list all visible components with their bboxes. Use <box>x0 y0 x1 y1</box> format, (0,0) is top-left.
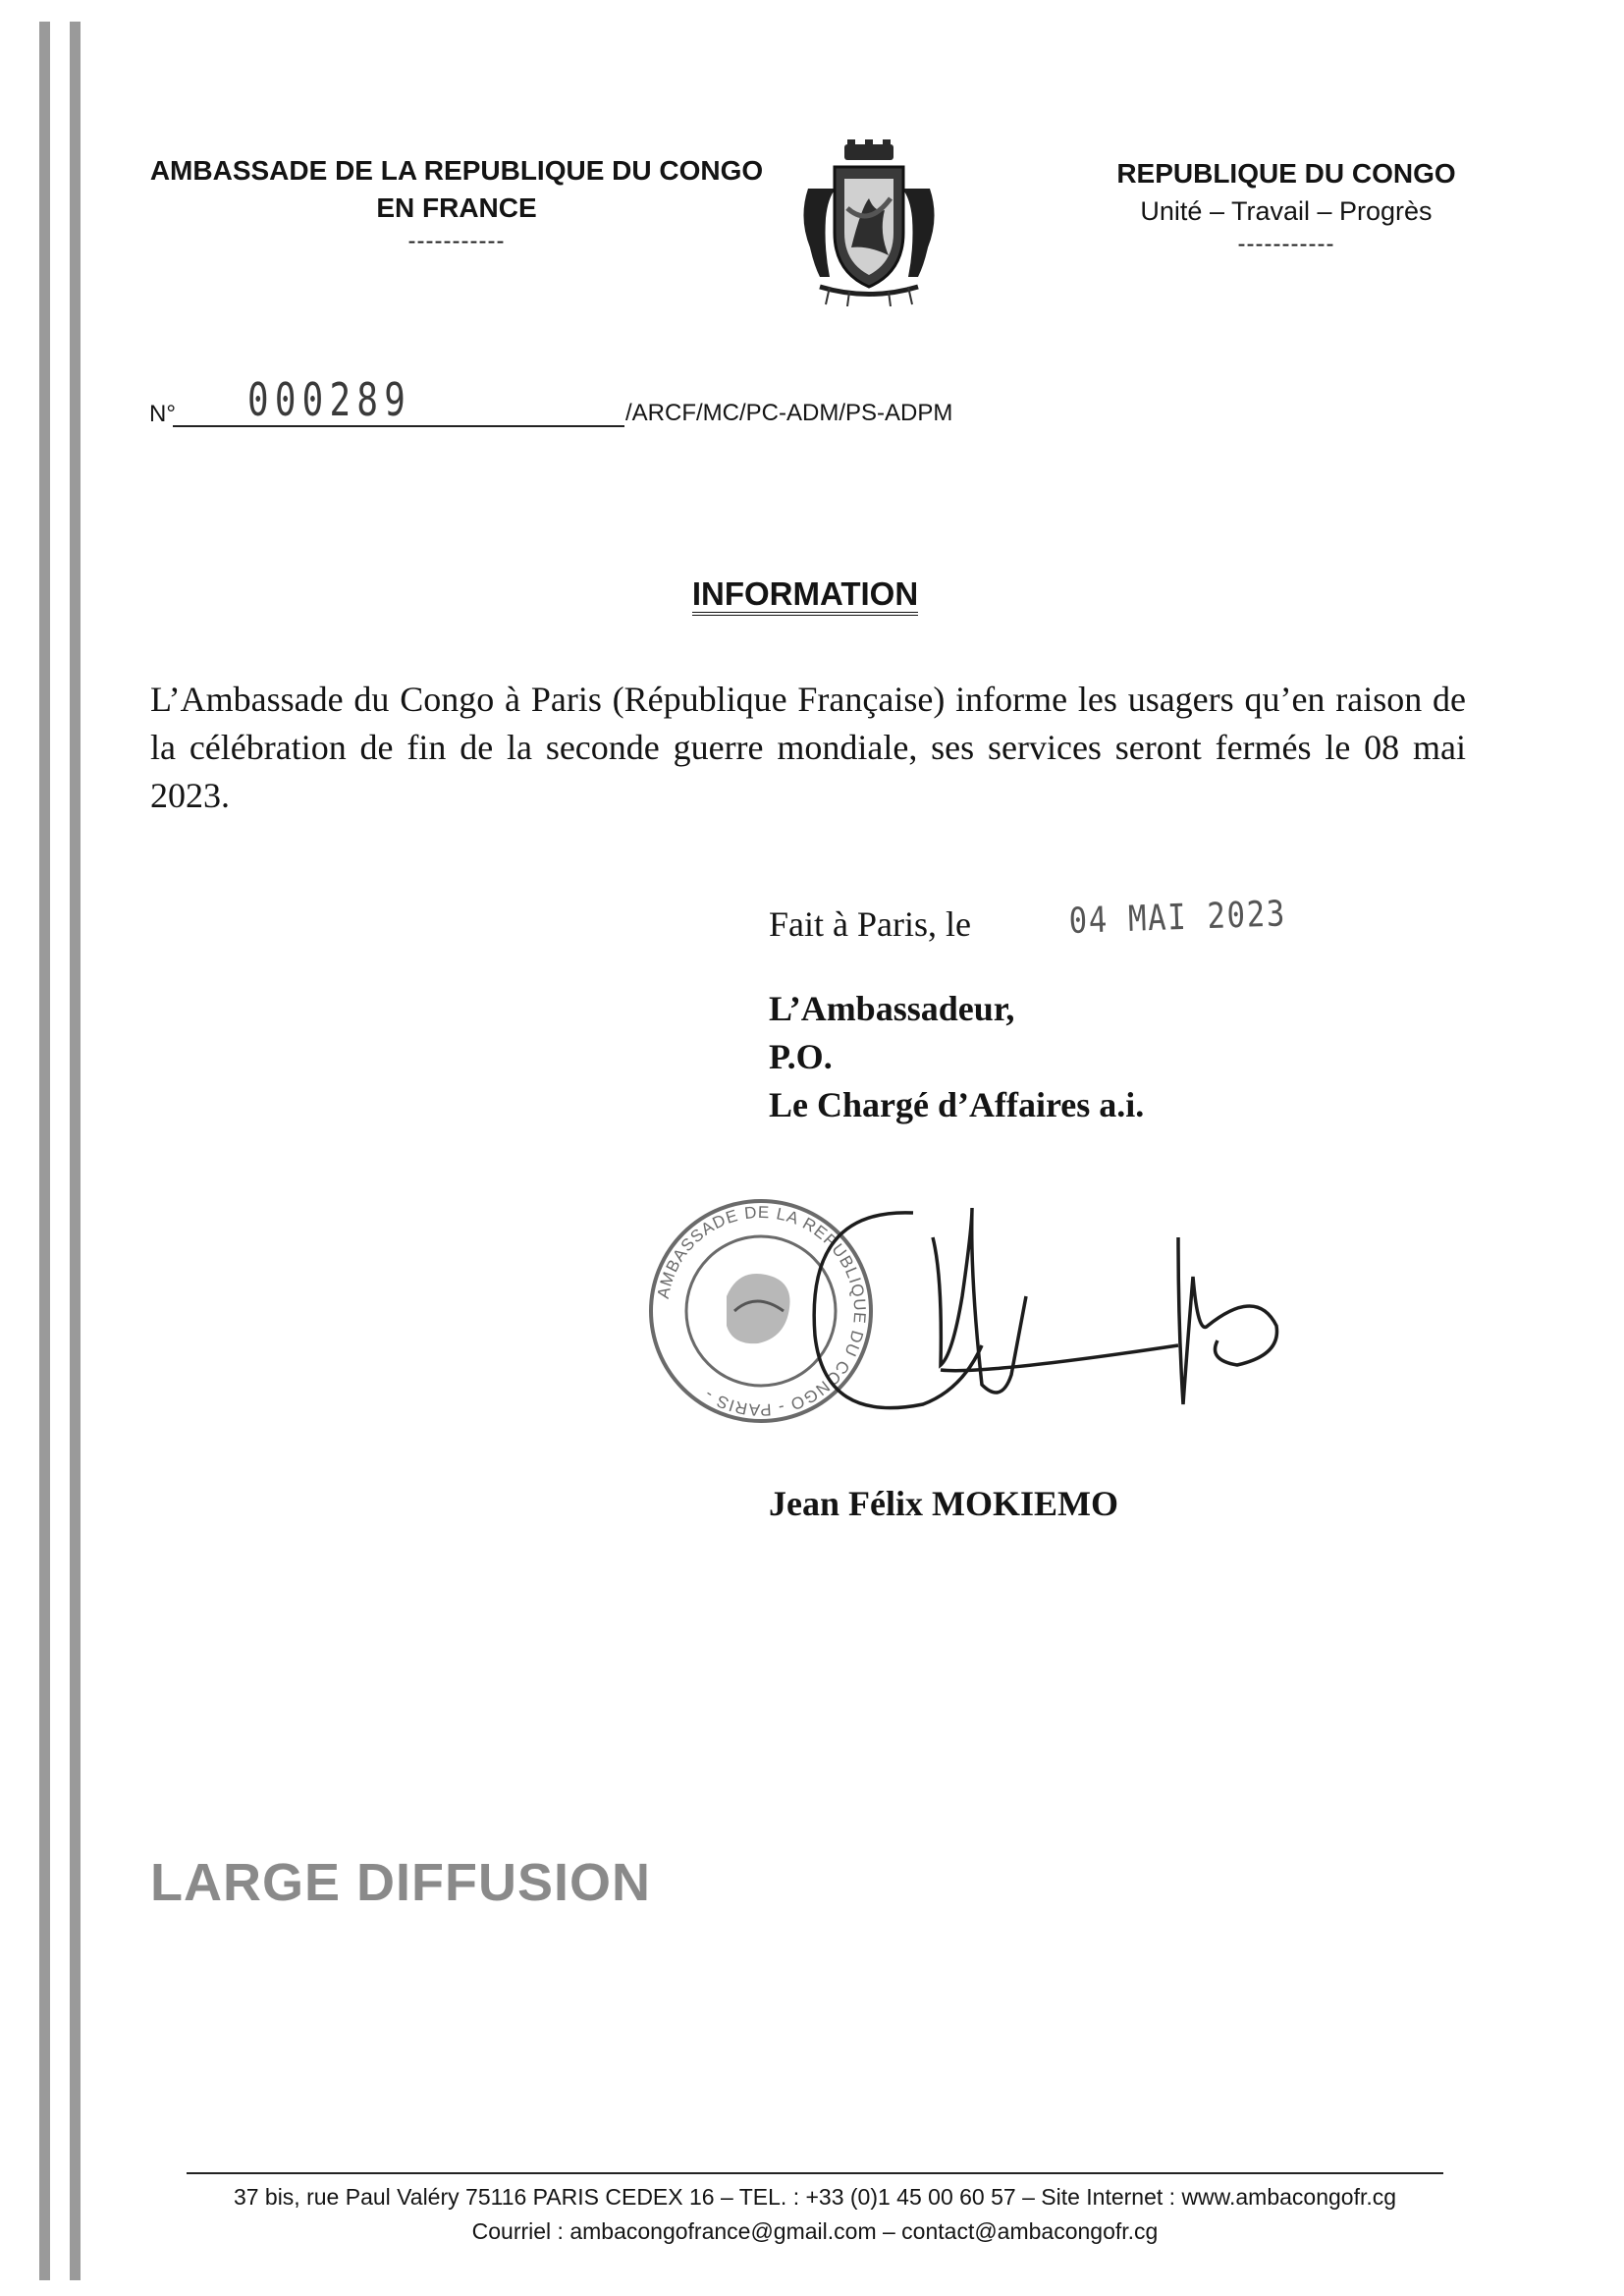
document-title <box>589 575 1021 613</box>
handwritten-signature-icon <box>814 1208 1276 1408</box>
signatory-role: Le Chargé d’Affaires a.i. <box>769 1085 1145 1124</box>
reference-number <box>149 373 1033 432</box>
header-right-rule: ----------- <box>1237 231 1335 257</box>
reference-stamped-number: 000289 <box>247 373 412 426</box>
signature-block <box>769 985 1144 1129</box>
signatory-po: P.O. <box>769 1037 833 1076</box>
diffusion-stamp: LARGE DIFFUSION <box>150 1853 651 1912</box>
official-seal-and-signature <box>628 1178 1335 1444</box>
header-left-rule: ----------- <box>407 228 506 254</box>
embassy-header <box>137 152 776 256</box>
footer-address: 37 bis, rue Paul Valéry 75116 PARIS CEDEX 16 – TEL. : +33 (0)1 45 00 60 57 – Site Internet : www.ambacongofr.cg <box>233 2184 1397 2210</box>
seal-lettering: AMBASSADE DE LA REPUBLIQUE DU CONGO - PARIS - <box>653 1202 870 1420</box>
document-title-text: INFORMATION <box>692 575 918 616</box>
left-margin-bar-inner <box>70 22 81 2280</box>
footer-contact <box>147 2180 1483 2249</box>
place-date-label: Fait à Paris, le <box>769 904 971 944</box>
republic-name: REPUBLIQUE DU CONGO <box>1116 158 1456 189</box>
footer-divider <box>187 2172 1443 2174</box>
reference-prefix: N° <box>149 401 176 427</box>
information-body: L’Ambassade du Congo à Paris (République Française) informe les usagers qu’en raison de la célébration de fin de la seconde guerre mondiale, ses services seront fermés le 08 mai 2023. <box>150 680 1466 815</box>
footer-email: Courriel : ambacongofrance@gmail.com – contact@ambacongofr.cg <box>471 2218 1159 2244</box>
signatory-title: L’Ambassadeur, <box>769 989 1015 1028</box>
date-stamp: 04 MAI 2023 <box>1068 894 1287 942</box>
republic-header <box>1090 155 1483 259</box>
signer-name: Jean Félix MOKIEMO <box>769 1484 1118 1523</box>
republic-motto: Unité – Travail – Progrès <box>1140 196 1433 226</box>
embassy-country: EN FRANCE <box>376 192 537 223</box>
reference-suffix: /ARCF/MC/PC-ADM/PS-ADPM <box>625 400 953 426</box>
coat-of-arms-icon <box>790 139 947 306</box>
embassy-name: AMBASSADE DE LA REPUBLIQUE DU CONGO <box>149 155 764 186</box>
left-margin-bar <box>39 22 50 2280</box>
